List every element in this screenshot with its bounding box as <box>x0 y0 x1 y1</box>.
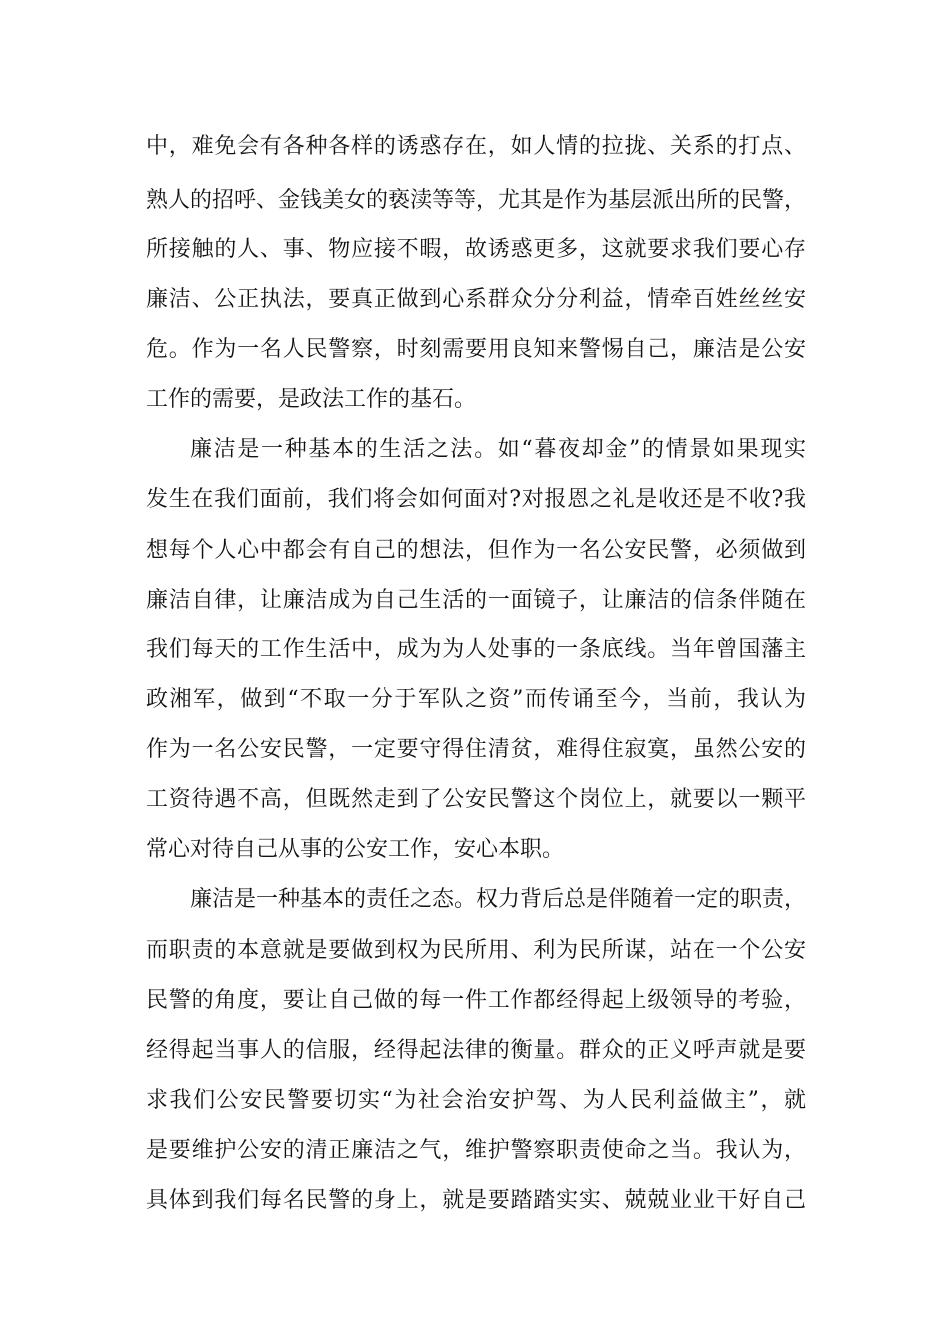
text-line: 而职责的本意就是要做到权为民所用、利为民所谋，站在一个公安 <box>146 938 806 963</box>
text-line: 廉洁、公正执法，要真正做到心系群众分分利益，情牵百姓丝丝安 <box>146 287 806 312</box>
text-line: 所接触的人、事、物应接不暇，故诱惑更多，这就要求我们要心存 <box>146 237 806 262</box>
text-line: 具体到我们每名民警的身上，就是要踏踏实实、兢兢业业干好自己 <box>146 1188 806 1213</box>
text-line: 工作的需要，是政法工作的基石。 <box>146 387 477 412</box>
text-line: 是要维护公安的清正廉洁之气，维护警察职责使命之当。我认为， <box>146 1138 806 1163</box>
text-line: 作为一名公安民警，一定要守得住清贫，难得住寂寞，虽然公安的 <box>146 737 806 762</box>
text-line: 发生在我们面前，我们将会如何面对?对报恩之礼是收还是不收?我 <box>146 487 806 512</box>
text-line: 政湘军，做到“不取一分于军队之资”而传诵至今，当前，我认为 <box>146 687 806 712</box>
text-line: 常心对待自己从事的公安工作，安心本职。 <box>146 837 565 862</box>
text-line: 廉洁自律，让廉洁成为自己生活的一面镜子，让廉洁的信条伴随在 <box>146 588 806 613</box>
text-line: 危。作为一名人民警察，时刻需要用良知来警惕自己，廉洁是公安 <box>146 337 806 362</box>
text-line: 熟人的招呼、金钱美女的亵渎等等，尤其是作为基层派出所的民警， <box>146 188 807 213</box>
text-line: 工资待遇不高，但既然走到了公安民警这个岗位上，就要以一颗平 <box>146 787 806 812</box>
text-line: 经得起当事人的信服，经得起法律的衡量。群众的正义呼声就是要 <box>146 1038 806 1063</box>
text-line: 想每个人心中都会有自己的想法，但作为一名公安民警，必须做到 <box>146 538 806 563</box>
paragraph-first-line: 廉洁是一种基本的责任之态。权力背后总是伴随着一定的职责， <box>190 887 807 912</box>
text-line: 求我们公安民警要切实“为社会治安护驾、为人民利益做主”，就 <box>146 1088 806 1113</box>
text-line: 中，难免会有各种各样的诱惑存在，如人情的拉拢、关系的打点、 <box>146 134 806 159</box>
paragraph-first-line: 廉洁是一种基本的生活之法。如“暮夜却金”的情景如果现实 <box>190 437 806 462</box>
text-line: 我们每天的工作生活中，成为为人处事的一条底线。当年曾国藩主 <box>146 637 806 662</box>
text-line: 民警的角度，要让自己做的每一件工作都经得起上级领导的考验， <box>146 988 806 1013</box>
